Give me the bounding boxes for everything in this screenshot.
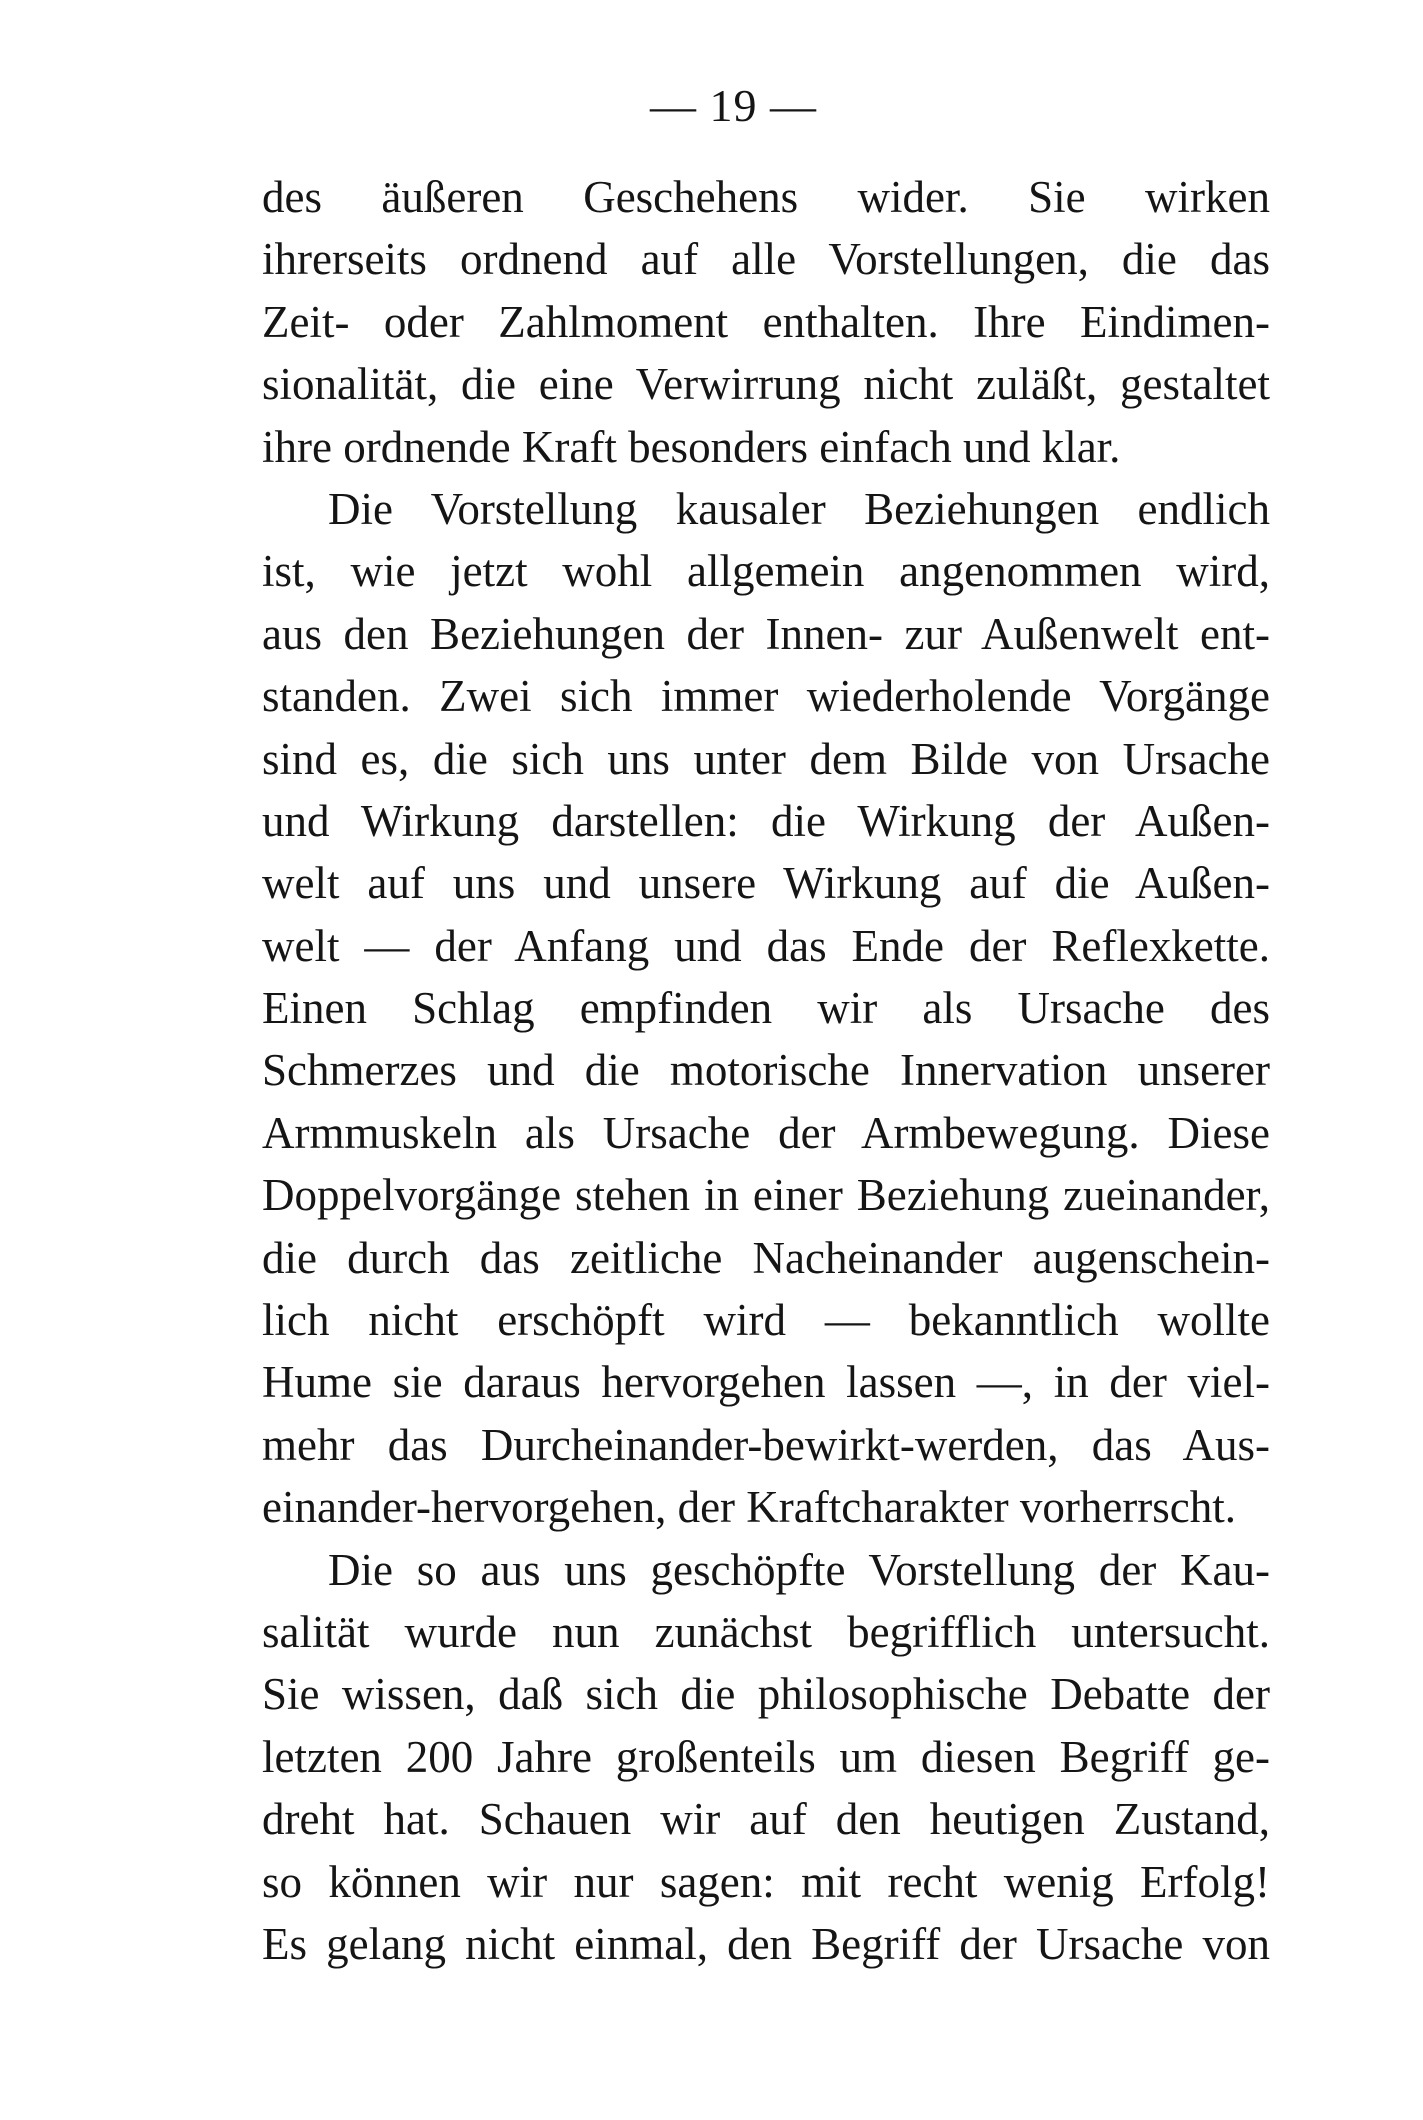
text-line: ihre ordnende Kraft besonders einfach und klar.: [262, 421, 1121, 472]
text-line: Schmerzes und die motorische Innervation unserer: [262, 1045, 1270, 1096]
text-line: aus den Beziehungen der Innen- zur Außenwelt ent-: [262, 608, 1270, 659]
text-line: so können wir nur sagen: mit recht wenig Erfolg!: [262, 1856, 1270, 1907]
text-line: Einen Schlag empfinden wir als Ursache des: [262, 983, 1270, 1034]
text-line: Es gelang nicht einmal, den Begriff der Ursache von: [262, 1918, 1270, 1969]
text-line: Hume sie daraus hervorgehen lassen —, in der viel-: [262, 1357, 1270, 1408]
text-line: Zeit- oder Zahlmoment enthalten. Ihre Eindimen-: [262, 296, 1270, 347]
text-line: standen. Zwei sich immer wiederholende Vorgänge: [262, 671, 1270, 722]
paragraph-2: [262, 478, 1270, 1539]
text-line: des äußeren Geschehens wider. Sie wirken: [262, 172, 1270, 222]
text-line: Doppelvorgänge stehen in einer Beziehung zueinander,: [262, 1170, 1270, 1221]
text-line: lich nicht erschöpft wird — bekanntlich wollte: [262, 1295, 1270, 1346]
text-line: welt auf uns und unsere Wirkung auf die Außen-: [262, 858, 1270, 909]
text-line: sionalität, die eine Verwirrung nicht zuläßt, gestaltet: [262, 359, 1270, 410]
text-line: ihrerseits ordnend auf alle Vorstellungen, die das: [262, 234, 1270, 285]
paragraph-1: [262, 166, 1270, 478]
paragraph-3: [262, 1539, 1270, 1976]
text-line: und Wirkung darstellen: die Wirkung der Außen-: [262, 795, 1270, 846]
text-line: welt — der Anfang und das Ende der Reflexkette.: [262, 920, 1270, 971]
body-text: [262, 166, 1270, 1975]
text-line: die durch das zeitliche Nacheinander augenschein-: [262, 1232, 1270, 1283]
text-line: einander-hervorgehen, der Kraftcharakter vorherrscht.: [262, 1482, 1237, 1533]
text-line: sind es, die sich uns unter dem Bilde von Ursache: [262, 733, 1270, 784]
text-line: Die Vorstellung kausaler Beziehungen endlich: [328, 483, 1270, 534]
text-line: Sie wissen, daß sich die philosophische Debatte der: [262, 1669, 1270, 1720]
text-line: salität wurde nun zunächst begrifflich untersucht.: [262, 1606, 1270, 1657]
text-line: dreht hat. Schauen wir auf den heutigen Zustand,: [262, 1794, 1270, 1845]
page-number: — 19 —: [650, 80, 817, 131]
text-line: Die so aus uns geschöpfte Vorstellung der Kau-: [328, 1544, 1270, 1595]
text-line: letzten 200 Jahre großenteils um diesen Begriff ge-: [262, 1731, 1270, 1782]
text-line: mehr das Durcheinander-bewirkt-werden, das Aus-: [262, 1419, 1270, 1470]
text-line: ist, wie jetzt wohl allgemein angenommen wird,: [262, 546, 1270, 597]
text-line: Armmuskeln als Ursache der Armbewegung. Diese: [262, 1107, 1270, 1158]
